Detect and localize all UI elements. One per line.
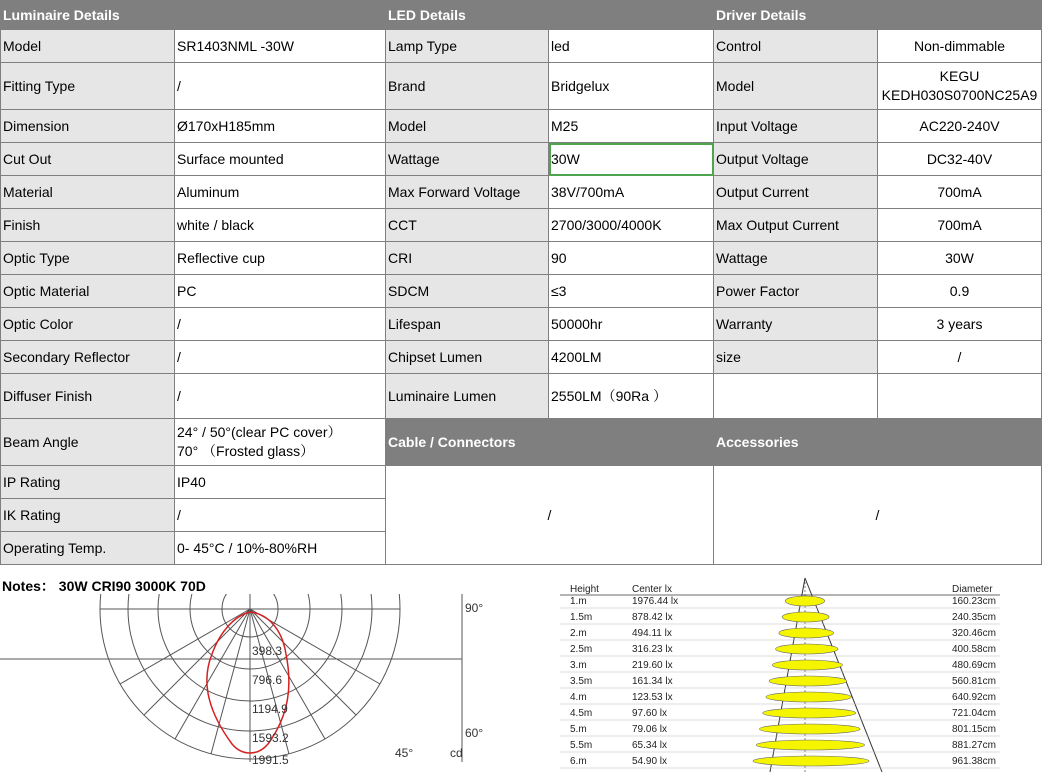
value-size[interactable]: / [878, 341, 1042, 374]
value-control[interactable]: Non-dimmable [878, 30, 1042, 63]
value-power-factor[interactable]: 0.9 [878, 275, 1042, 308]
polar-angle-60: 60° [465, 726, 484, 740]
value-operating-temp[interactable]: 0- 45°C / 10%-80%RH [175, 532, 386, 565]
label-optic-type[interactable]: Optic Type [1, 242, 175, 275]
value-accessories[interactable]: / [714, 466, 1042, 565]
beam-height: 2.5m [570, 644, 593, 655]
value-material[interactable]: Aluminum [175, 176, 386, 209]
beam-diameter: 560.81cm [952, 676, 996, 687]
label-wattage[interactable]: Wattage [386, 143, 549, 176]
beam-diameter: 961.38cm [952, 756, 996, 767]
beam-height: 6.m [570, 756, 587, 767]
label-ip-rating[interactable]: IP Rating [1, 466, 175, 499]
beam-center-lux: 123.53 lx [632, 692, 673, 703]
beam-spot-ellipse [779, 628, 834, 638]
value-ik-rating[interactable]: / [175, 499, 386, 532]
value-cable-connectors[interactable]: / [386, 466, 714, 565]
driver-model-brand: KEGU [939, 68, 980, 84]
polar-ring-label: 1991.5 [252, 753, 289, 767]
beam-center-lux: 97.60 lx [632, 708, 668, 719]
beam-height: 4.5m [570, 708, 593, 719]
polar-light-distribution-diagram [0, 594, 500, 774]
label-output-current[interactable]: Output Current [714, 176, 878, 209]
empty-cell[interactable] [714, 374, 878, 419]
polar-grid [0, 594, 462, 762]
beam-diameter: 400.58cm [952, 644, 996, 655]
header-accessories[interactable]: Accessories [714, 419, 1042, 466]
label-led-model[interactable]: Model [386, 110, 549, 143]
polar-spoke [211, 609, 250, 754]
value-dimension[interactable]: Ø170xH185mm [175, 110, 386, 143]
beam-center-lux: 65.34 lx [632, 740, 668, 751]
value-optic-type[interactable]: Reflective cup [175, 242, 386, 275]
beam-angle-clear: 24° / 50°(clear PC cover） [177, 424, 342, 440]
beam-height: 4.m [570, 692, 587, 703]
label-beam-angle[interactable]: Beam Angle [1, 419, 175, 466]
value-luminaire-lumen[interactable]: 2550LM（90Ra ） [549, 374, 714, 419]
beam-height: 1.5m [570, 612, 593, 623]
beam-height: 3.m [570, 660, 587, 671]
value-output-voltage[interactable]: DC32-40V [878, 143, 1042, 176]
polar-ring-label: 1194.9 [252, 702, 288, 716]
value-secondary-reflector[interactable]: / [175, 341, 386, 374]
polar-spoke [250, 609, 356, 715]
label-input-voltage[interactable]: Input Voltage [714, 110, 878, 143]
beam-spot-ellipse [769, 676, 847, 686]
label-luminaire-lumen[interactable]: Luminaire Lumen [386, 374, 549, 419]
driver-model-code: KEDH030S0700NC25A9 [881, 87, 1038, 103]
beam-height: 5.5m [570, 740, 593, 751]
value-model[interactable]: SR1403NML -30W [175, 30, 386, 63]
label-cri[interactable]: CRI [386, 242, 549, 275]
value-optic-color[interactable]: / [175, 308, 386, 341]
beam-height: 1.m [570, 596, 587, 607]
value-driver-model[interactable] [878, 63, 1042, 110]
value-brand[interactable]: Bridgelux [549, 63, 714, 110]
label-optic-material[interactable]: Optic Material [1, 275, 175, 308]
label-lamp-type[interactable]: Lamp Type [386, 30, 549, 63]
beam-height: 2.m [570, 628, 587, 639]
beam-height: 5.m [570, 724, 587, 735]
label-dimension[interactable]: Dimension [1, 110, 175, 143]
value-ip-rating[interactable]: IP40 [175, 466, 386, 499]
value-cut-out[interactable]: Surface mounted [175, 143, 386, 176]
beam-center-lux: 878.42 lx [632, 612, 673, 623]
value-warranty[interactable]: 3 years [878, 308, 1042, 341]
label-driver-model[interactable]: Model [714, 63, 878, 110]
polar-unit-cd: cd [450, 746, 463, 760]
value-led-model[interactable]: M25 [549, 110, 714, 143]
beam-rows [560, 596, 1000, 768]
beam-spot-ellipse [782, 612, 829, 622]
beam-col-diameter: Diameter [952, 584, 993, 595]
header-luminaire-details[interactable]: Luminaire Details [1, 1, 175, 30]
beam-center-lux: 79.06 lx [632, 724, 668, 735]
label-secondary-reflector[interactable]: Secondary Reflector [1, 341, 175, 374]
value-beam-angle[interactable] [175, 419, 386, 466]
label-lifespan[interactable]: Lifespan [386, 308, 549, 341]
label-driver-wattage[interactable]: Wattage [714, 242, 878, 275]
beam-spread-diagram [560, 576, 1000, 776]
beam-spot-ellipse [763, 708, 856, 718]
value-fitting-type[interactable]: / [175, 63, 386, 110]
value-lifespan[interactable]: 50000hr [549, 308, 714, 341]
beam-spot-ellipse [766, 692, 851, 702]
beam-center-lux: 54.90 lx [632, 756, 668, 767]
beam-spot-ellipse [772, 660, 842, 670]
beam-diameter: 721.04cm [952, 708, 996, 719]
label-size[interactable]: size [714, 341, 878, 374]
value-cri[interactable]: 90 [549, 242, 714, 275]
beam-spot-ellipse [753, 756, 869, 766]
beam-center-lux: 494.11 lx [632, 628, 672, 639]
header-led-details[interactable]: LED Details [386, 1, 714, 30]
beam-diameter: 640.92cm [952, 692, 996, 703]
value-max-forward-voltage[interactable]: 38V/700mA [549, 176, 714, 209]
label-chipset-lumen[interactable]: Chipset Lumen [386, 341, 549, 374]
beam-diameter: 240.35cm [952, 612, 996, 623]
beam-center-lux: 1976.44 lx [632, 596, 679, 607]
label-diffuser-finish[interactable]: Diffuser Finish [1, 374, 175, 419]
beam-spot-ellipse [756, 740, 864, 750]
label-power-factor[interactable]: Power Factor [714, 275, 878, 308]
label-output-voltage[interactable]: Output Voltage [714, 143, 878, 176]
header-blank[interactable] [175, 1, 386, 30]
value-max-output-current[interactable]: 700mA [878, 209, 1042, 242]
beam-diameter: 801.15cm [952, 724, 996, 735]
polar-angle-45: 45° [395, 746, 414, 760]
polar-spoke [175, 609, 250, 739]
label-operating-temp[interactable]: Operating Temp. [1, 532, 175, 565]
label-fitting-type[interactable]: Fitting Type [1, 63, 175, 110]
value-cct[interactable]: 2700/3000/4000K [549, 209, 714, 242]
label-warranty[interactable]: Warranty [714, 308, 878, 341]
polar-ring-label: 796.6 [252, 673, 283, 687]
label-max-output-current[interactable]: Max Output Current [714, 209, 878, 242]
beam-center-lux: 219.60 lx [632, 660, 673, 671]
label-cct[interactable]: CCT [386, 209, 549, 242]
label-control[interactable]: Control [714, 30, 878, 63]
label-material[interactable]: Material [1, 176, 175, 209]
empty-cell[interactable] [878, 374, 1042, 419]
notes-title: Notes： 30W CRI90 3000K 70D [2, 578, 206, 594]
label-sdcm[interactable]: SDCM [386, 275, 549, 308]
beam-angle-frosted: 70° （Frosted glass） [177, 443, 315, 459]
beam-col-height: Height [570, 584, 599, 595]
value-optic-material[interactable]: PC [175, 275, 386, 308]
value-input-voltage[interactable]: AC220-240V [878, 110, 1042, 143]
value-chipset-lumen[interactable]: 4200LM [549, 341, 714, 374]
beam-spot-ellipse [759, 724, 860, 734]
label-brand[interactable]: Brand [386, 63, 549, 110]
beam-diameter: 320.46cm [952, 628, 996, 639]
beam-diameter: 480.69cm [952, 660, 996, 671]
value-output-current[interactable]: 700mA [878, 176, 1042, 209]
label-cut-out[interactable]: Cut Out [1, 143, 175, 176]
label-optic-color[interactable]: Optic Color [1, 308, 175, 341]
beam-diameter: 881.27cm [952, 740, 996, 751]
value-lamp-type[interactable]: led [549, 30, 714, 63]
beam-col-center-lux: Center lx [632, 584, 673, 595]
value-sdcm[interactable]: ≤3 [549, 275, 714, 308]
polar-ring-label: 398.3 [252, 644, 283, 658]
label-ik-rating[interactable]: IK Rating [1, 499, 175, 532]
value-driver-wattage[interactable]: 30W [878, 242, 1042, 275]
polar-ring-label: 1593.2 [252, 731, 289, 745]
header-cable-connectors[interactable]: Cable / Connectors [386, 419, 714, 466]
value-finish[interactable]: white / black [175, 209, 386, 242]
value-wattage-selected[interactable]: 30W [549, 143, 714, 176]
beam-diameter: 160.23cm [952, 596, 996, 607]
polar-spoke [144, 609, 250, 715]
label-max-forward-voltage[interactable]: Max Forward Voltage [386, 176, 549, 209]
polar-spoke [120, 609, 250, 684]
beam-height: 3.5m [570, 676, 593, 687]
label-finish[interactable]: Finish [1, 209, 175, 242]
beam-center-lux: 316.23 lx [632, 644, 673, 655]
polar-angle-90: 90° [465, 601, 484, 615]
value-diffuser-finish[interactable]: / [175, 374, 386, 419]
beam-center-lux: 161.34 lx [632, 676, 673, 687]
beam-spot-ellipse [785, 596, 824, 606]
header-driver-details[interactable]: Driver Details [714, 1, 1042, 30]
label-model[interactable]: Model [1, 30, 175, 63]
beam-spot-ellipse [776, 644, 838, 654]
